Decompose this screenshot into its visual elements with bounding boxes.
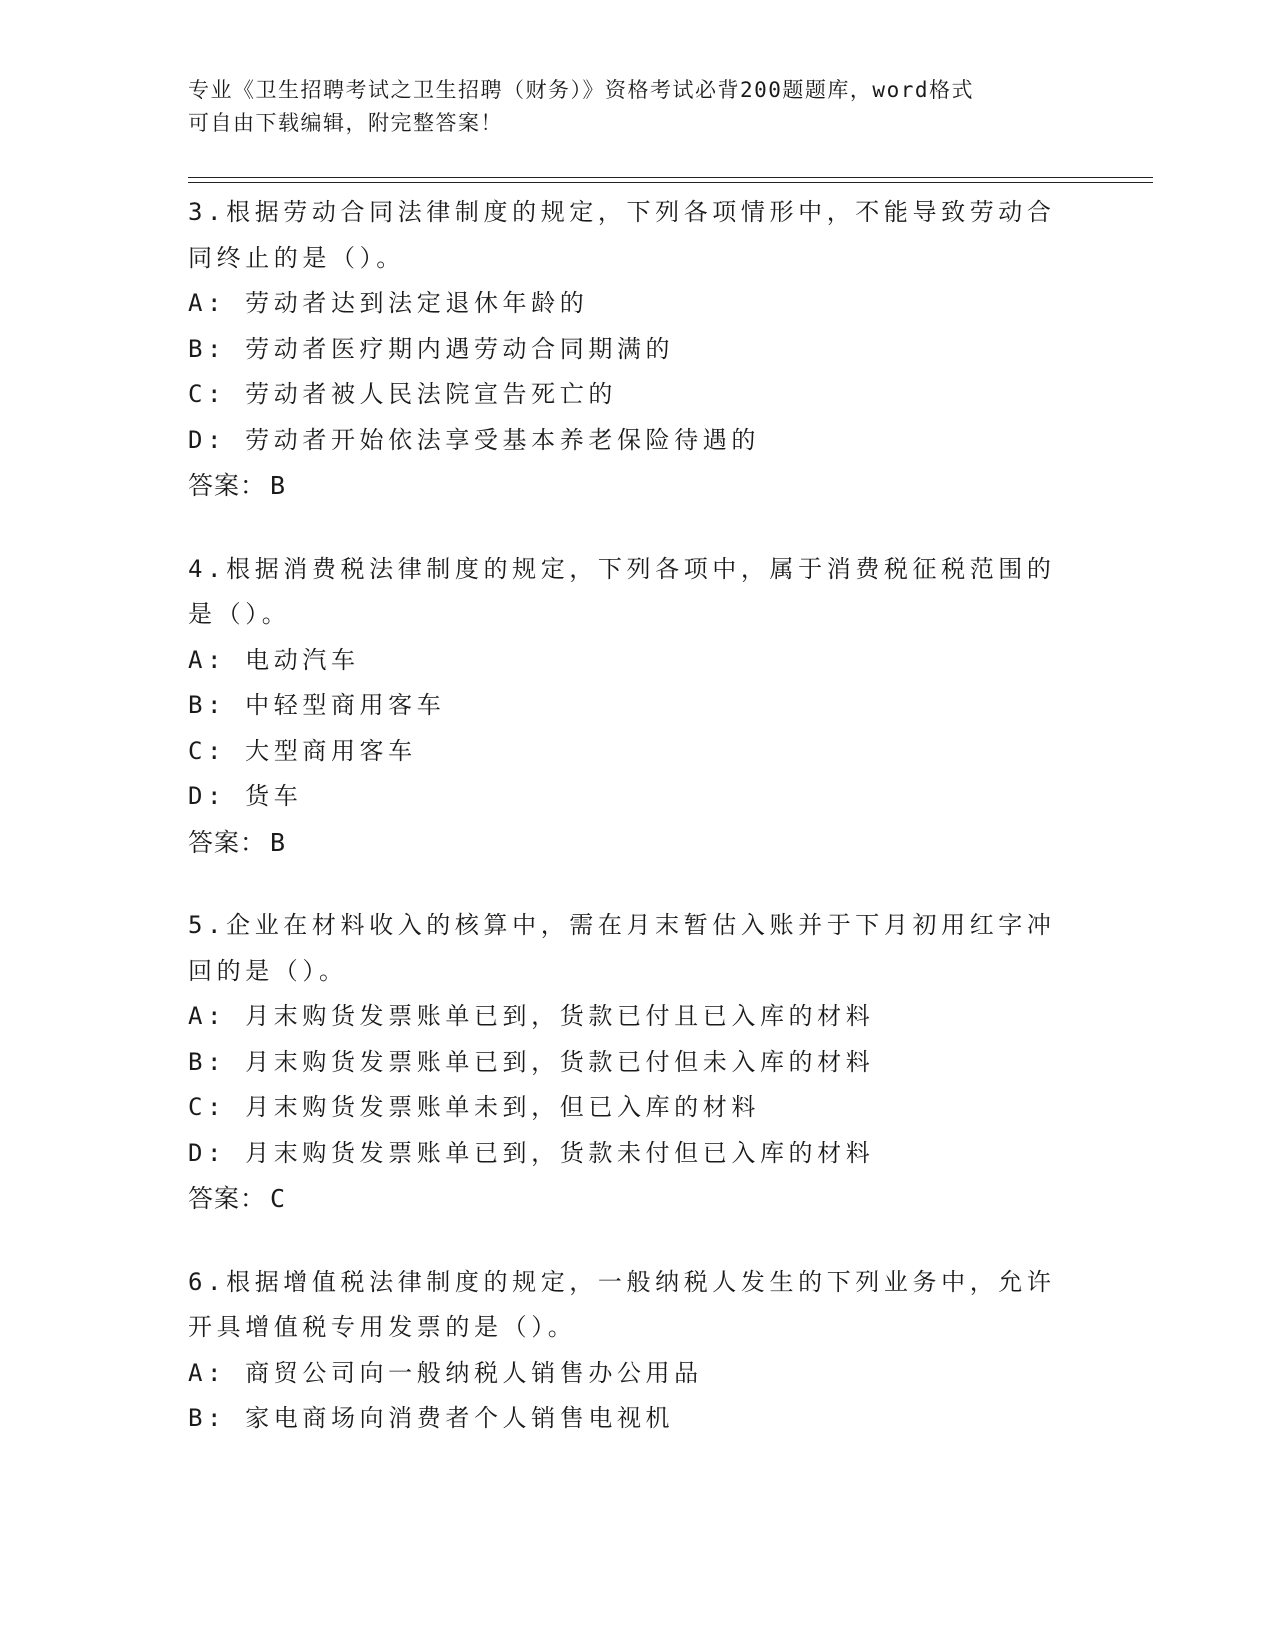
question-stem-line-1: 3.根据劳动合同法律制度的规定，下列各项情形中，不能导致劳动合 xyxy=(188,198,1056,226)
option-a: A: 商贸公司向一般纳税人销售办公用品 xyxy=(188,1358,703,1387)
question-list xyxy=(188,190,1088,1480)
question-stem-line-2: 同终止的是（）。 xyxy=(188,243,405,272)
header-title-line-1: 专业《卫生招聘考试之卫生招聘（财务）》资格考试必背200题题库，word格式 xyxy=(188,78,974,102)
answer-value: B xyxy=(270,827,287,857)
question-stem-line-1: 4.根据消费税法律制度的规定，下列各项中，属于消费税征税范围的 xyxy=(188,554,1056,583)
option-d: D: 货车 xyxy=(188,782,303,810)
question-stem-line-2: 开具增值税专用发票的是（）。 xyxy=(188,1313,577,1341)
option-d: D: 劳动者开始依法享受基本养老保险待遇的 xyxy=(188,425,760,454)
option-d: D: 月末购货发票账单已到，货款未付但已入库的材料 xyxy=(188,1138,875,1167)
header-divider-bottom xyxy=(188,182,1153,183)
answer-label: 答案： xyxy=(188,827,267,857)
option-b: B: 中轻型商用客车 xyxy=(188,691,446,719)
question-stem-line-1: 5.企业在材料收入的核算中，需在月末暂估入账并于下月初用红字冲 xyxy=(188,911,1056,939)
option-a: A: 电动汽车 xyxy=(188,645,360,674)
option-a: A: 月末购货发票账单已到，货款已付且已入库的材料 xyxy=(188,1002,875,1030)
header-title-line-2: 可自由下载编辑，附完整答案！ xyxy=(188,111,503,135)
question-4 xyxy=(188,547,1088,866)
header-divider-top xyxy=(188,177,1153,178)
question-6 xyxy=(188,1260,1088,1442)
answer-label: 答案： xyxy=(188,1184,267,1213)
question-stem-line-1: 6.根据增值税法律制度的规定，一般纳税人发生的下列业务中，允许 xyxy=(188,1267,1056,1296)
option-b: B: 家电商场向消费者个人销售电视机 xyxy=(188,1404,675,1432)
question-5 xyxy=(188,903,1088,1222)
option-b: B: 月末购货发票账单已到，货款已付但未入库的材料 xyxy=(188,1047,875,1076)
answer-value: B xyxy=(270,471,287,500)
answer-row xyxy=(188,463,1088,509)
answer-row xyxy=(188,1176,1088,1222)
answer-row xyxy=(188,820,1088,866)
document-header xyxy=(188,74,1088,140)
option-b: B: 劳动者医疗期内遇劳动合同期满的 xyxy=(188,334,675,363)
question-stem-line-2: 是（）。 xyxy=(188,600,291,628)
question-stem-line-2: 回的是（）。 xyxy=(188,956,348,985)
option-c: C: 劳动者被人民法院宣告死亡的 xyxy=(188,380,617,408)
answer-label: 答案： xyxy=(188,471,267,500)
option-a: A: 劳动者达到法定退休年龄的 xyxy=(188,289,589,317)
answer-value: C xyxy=(270,1184,287,1213)
option-c: C: 月末购货发票账单未到，但已入库的材料 xyxy=(188,1093,760,1121)
question-3 xyxy=(188,190,1088,509)
option-c: C: 大型商用客车 xyxy=(188,736,417,765)
